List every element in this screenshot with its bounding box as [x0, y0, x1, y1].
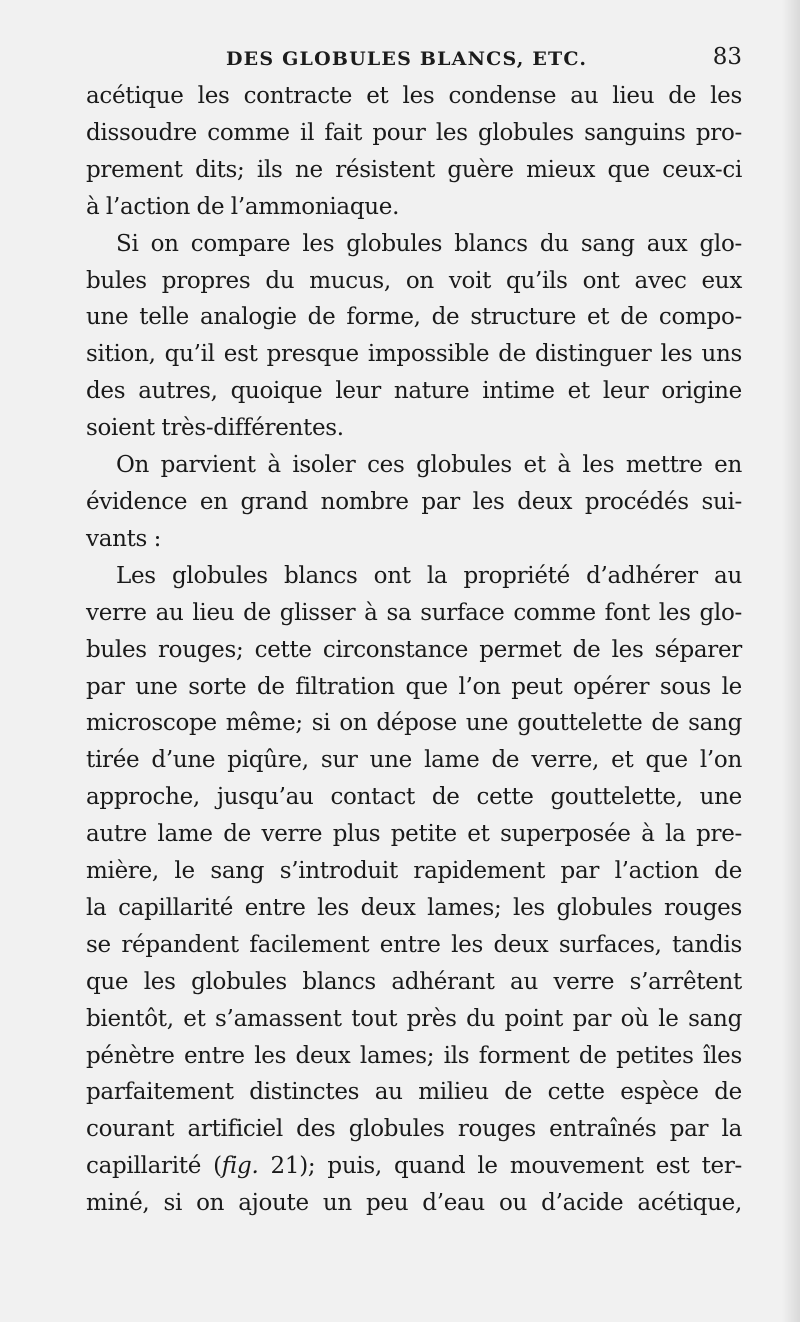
text-line: mière, le sang s’introduit rapidement par l’action de [86, 858, 742, 885]
text-line: évidence en grand nombre par les deux procédés sui- [86, 488, 742, 515]
page-edge-shadow [782, 0, 800, 1322]
body-text [86, 78, 742, 1222]
text-line: courant artificiel des globules rouges entraînés par la [86, 1116, 742, 1143]
text-line: autre lame de verre plus petite et superposée à la pre- [86, 821, 742, 848]
text-line: parfaitement distinctes au milieu de cette espèce de [86, 1079, 742, 1106]
text-line: verre au lieu de glisser à sa surface comme font les glo- [86, 599, 742, 626]
text-line: bules rouges; cette circonstance permet de les séparer [86, 636, 742, 663]
text-line: Si on compare les globules blancs du sang aux glo- [116, 230, 742, 257]
text-line: par une sorte de filtration que l’on peut opérer sous le [86, 673, 742, 700]
text-line: Les globules blancs ont la propriété d’adhérer au [116, 562, 742, 589]
page-header [86, 44, 742, 76]
text-line: bules propres du mucus, on voit qu’ils ont avec eux [86, 267, 742, 294]
text-line: soient très-différentes. [86, 415, 344, 442]
text-line: que les globules blancs adhérant au verre s’arrêtent [86, 968, 742, 995]
text-line: se répandent facilement entre les deux surfaces, tandis [86, 931, 742, 958]
text-line: acétique les contracte et les condense au lieu de les [86, 83, 742, 109]
text-line: tirée d’une piqûre, sur une lame de verre, et que l’on [86, 747, 742, 774]
text-line: On parvient à isoler ces globules et à les mettre en [116, 452, 742, 479]
text-line: à l’action de l’ammoniaque. [86, 193, 400, 220]
text-line: microscope même; si on dépose une gouttelette de sang [86, 710, 742, 737]
text-line: sition, qu’il est presque impossible de distinguer les uns [86, 341, 742, 368]
running-head: DES GLOBULES BLANCS, ETC. [226, 48, 588, 70]
text-line: la capillarité entre les deux lames; les globules rouges [86, 894, 742, 921]
text-line: vants : [86, 525, 162, 552]
text-line: dissoudre comme il fait pour les globules sanguins pro- [86, 119, 742, 146]
text-line: pénètre entre les deux lames; ils forment de petites îles [86, 1042, 742, 1069]
text-line: une telle analogie de forme, de structure et de compo- [86, 304, 742, 331]
text-line [86, 1148, 742, 1185]
page-number: 83 [712, 44, 742, 70]
text-span: 21); puis, quand le mouvement est ter- [258, 1153, 743, 1180]
text-line: des autres, quoique leur nature intime et leur origine [86, 378, 742, 405]
text-line: approche, jusqu’au contact de cette gouttelette, une [86, 784, 742, 811]
text-span: capillarité ( [86, 1153, 222, 1180]
figure-reference: fig. [221, 1153, 259, 1180]
text-line: bientôt, et s’amassent tout près du point par où le sang [86, 1005, 742, 1032]
text-line: prement dits; ils ne résistent guère mieux que ceux-ci [86, 156, 742, 183]
text-line: miné, si on ajoute un peu d’eau ou d’acide acétique, [86, 1190, 742, 1217]
